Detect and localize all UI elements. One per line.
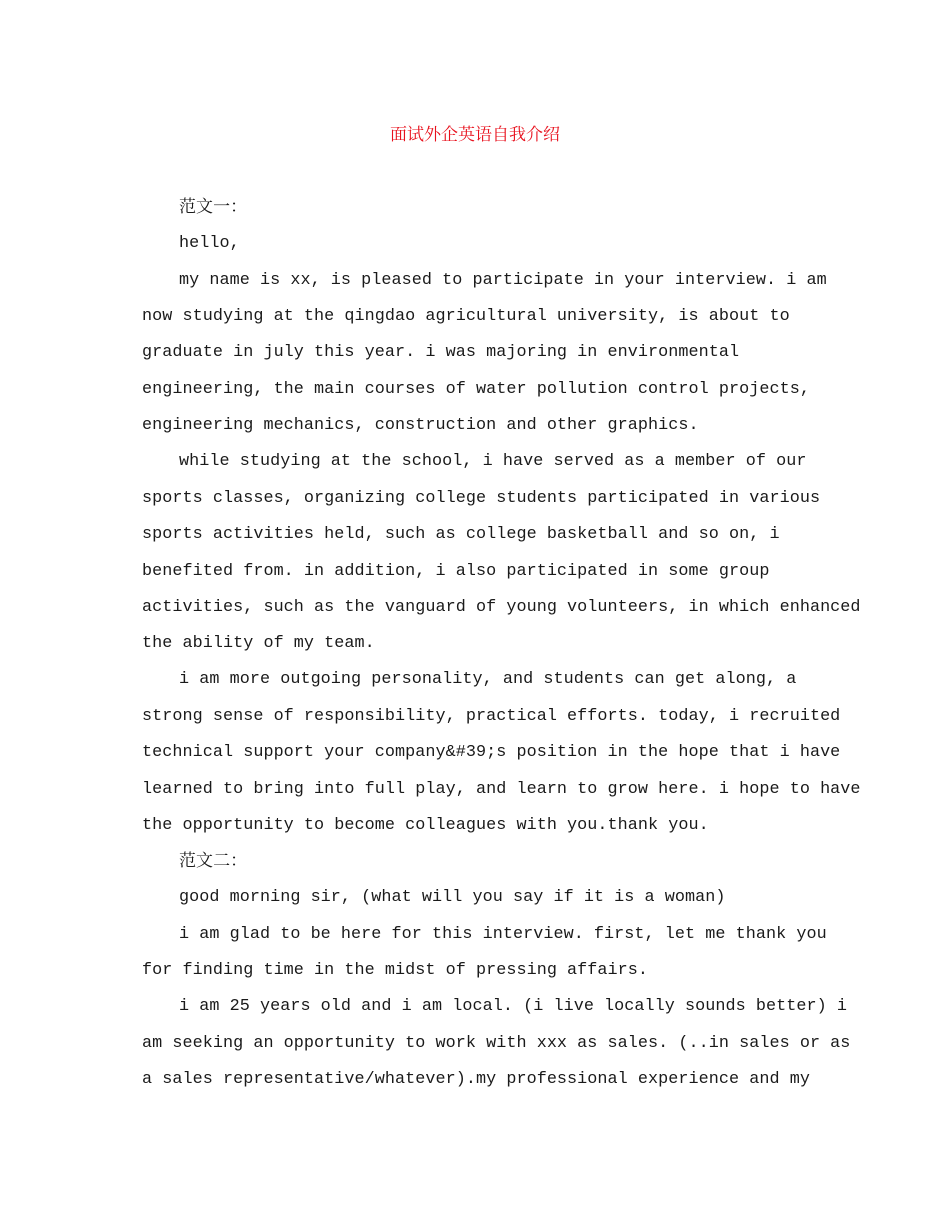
text-line: i am glad to be here for this interview. first, let me thank you (179, 925, 827, 944)
text-line: strong sense of responsibility, practical efforts. today, i recruited (142, 707, 841, 726)
text-line: a sales representative/whatever).my professional experience and my (142, 1070, 810, 1089)
text-line: my name is xx, is pleased to participate in your interview. i am (179, 271, 827, 290)
text-line: learned to bring into full play, and learn to grow here. i hope to have (142, 780, 861, 799)
text-line: i am more outgoing personality, and students can get along, a (179, 670, 797, 689)
text-line: hello, (179, 234, 240, 253)
text-line: now studying at the qingdao agricultural university, is about to (142, 307, 790, 326)
text-line: activities, such as the vanguard of young volunteers, in which enhanced (142, 598, 861, 617)
text-line: engineering, the main courses of water pollution control projects, (142, 380, 810, 399)
text-line: engineering mechanics, construction and other graphics. (142, 416, 699, 435)
section-heading-1: 范文一： (179, 197, 248, 217)
text-line: benefited from. in addition, i also participated in some group (142, 562, 770, 581)
text-line: the opportunity to become colleagues with you.thank you. (142, 816, 709, 835)
text-line: for finding time in the midst of pressing affairs. (142, 961, 649, 980)
section-heading-2: 范文二： (179, 851, 248, 871)
text-line: good morning sir, (what will you say if it is a woman) (179, 888, 726, 907)
text-line: i am 25 years old and i am local. (i live locally sounds better) i (179, 997, 847, 1016)
text-line: the ability of my team. (142, 634, 375, 653)
text-line: sports activities held, such as college basketball and so on, i (142, 525, 780, 544)
text-line: technical support your company&#39;s position in the hope that i have (142, 743, 841, 762)
text-line: graduate in july this year. i was majoring in environmental (142, 343, 740, 362)
text-line: sports classes, organizing college students participated in various (142, 489, 821, 508)
document-title: 面试外企英语自我介绍 (390, 125, 560, 145)
text-line: while studying at the school, i have served as a member of our (179, 452, 807, 471)
text-line: am seeking an opportunity to work with xxx as sales. (..in sales or as (142, 1034, 851, 1053)
